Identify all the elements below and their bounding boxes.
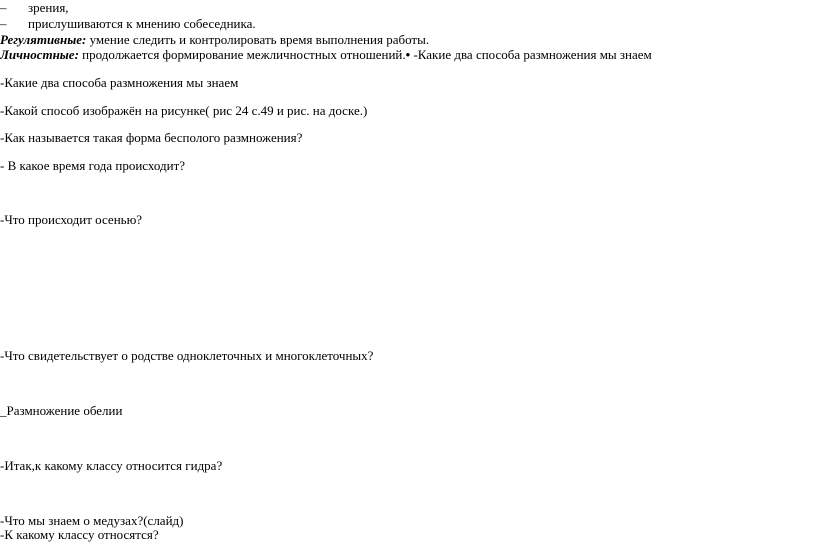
personal-text: продолжается формирование межличностных отношений. bbox=[78, 47, 406, 62]
question-line: -Что происходит осенью? bbox=[0, 212, 143, 227]
personal-label: Личностные: bbox=[0, 47, 79, 62]
regulatory-text: умение следить и контролировать время выполнения работы. bbox=[86, 32, 430, 47]
bullet-icon: • bbox=[405, 47, 411, 62]
list-item-text: прислушиваются к мнению собеседника. bbox=[28, 16, 256, 31]
question-line: -К какому классу относятся? bbox=[0, 527, 159, 542]
regulatory-line bbox=[0, 32, 429, 48]
question-line: -Какой способ изображён на рисунке( рис 24 с.49 и рис. на доске.) bbox=[0, 103, 368, 118]
question-line: -Что свидетельствует о родстве одноклеточных и многоклеточных? bbox=[0, 348, 374, 363]
question-line: -Что мы знаем о медузах?(слайд) bbox=[0, 513, 184, 528]
question-line: -Итак,к какому классу относится гидра? bbox=[0, 458, 223, 473]
list-item-text: зрения, bbox=[28, 0, 69, 15]
personal-tail: -Какие два способа размножения мы знаем bbox=[410, 47, 652, 62]
question-line: -Как называется такая форма бесполого размножения? bbox=[0, 130, 303, 145]
personal-line bbox=[0, 47, 652, 63]
question-line: -Какие два способа размножения мы знаем bbox=[0, 75, 239, 90]
question-line: _Размножение обелии bbox=[0, 403, 123, 418]
regulatory-label: Регулятивные: bbox=[0, 32, 87, 47]
list-marker: – bbox=[0, 16, 7, 31]
question-line: - В какое время года происходит? bbox=[0, 158, 186, 173]
list-marker: – bbox=[0, 0, 7, 15]
